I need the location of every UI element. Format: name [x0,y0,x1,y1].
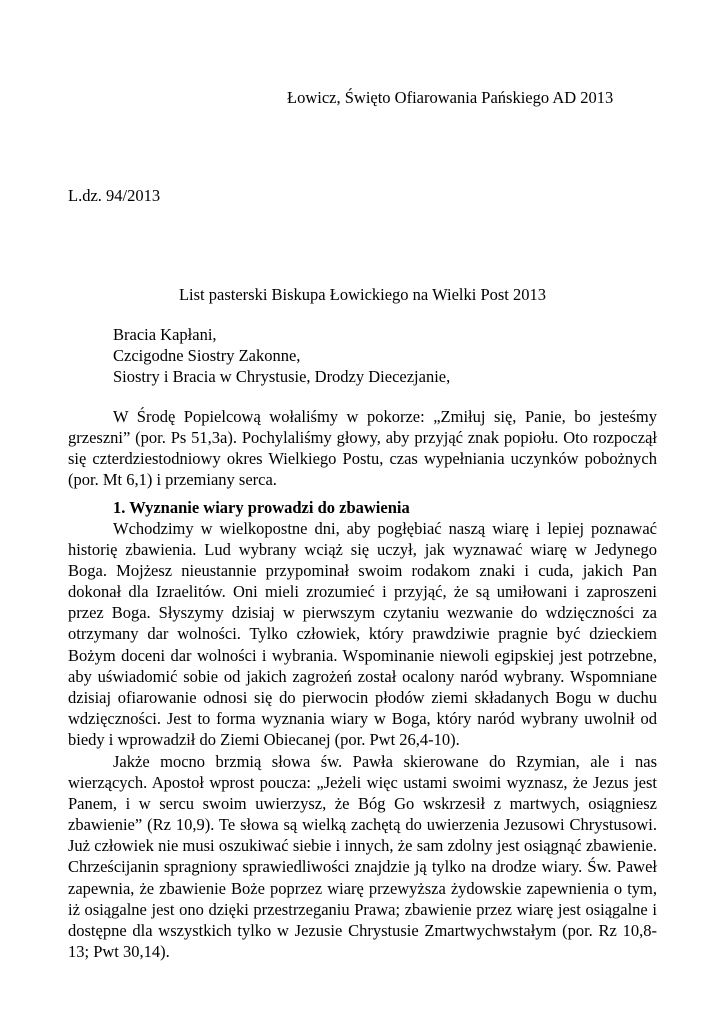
place-and-date: Łowicz, Święto Ofiarowania Pańskiego AD 2013 [287,88,614,107]
intro-paragraph: W Środę Popielcową wołaliśmy w pokorze: „Zmiłuj się, Panie, bo jesteśmy grzeszni” (por. Ps 51,3a). Pochylaliśmy głowy, aby przyjąć znak popiołu. Oto rozpoczął się czterdziestodniowy okres Wielkiego Postu, czas wypełniania uczynków pobożnych (por. Mt 6,1) i przemiany serca. [68,407,657,490]
salutation-line: Siostry i Bracia w Chrystusie, Drodzy Diecezjanie, [113,367,451,386]
salutation-line: Czcigodne Siostry Zakonne, [113,346,301,365]
reference-number: L.dz. 94/2013 [68,186,161,205]
salutation-line: Bracia Kapłani, [113,325,217,344]
body-paragraph: Jakże mocno brzmią słowa św. Pawła skierowane do Rzymian, ale i nas wierzących. Apostoł wprost poucza: „Jeżeli więc ustami swoimi wyznasz, że Jezus jest Panem, i w sercu swoim uwierzysz, że Bóg Go wskrzesił z martwych, osiągniesz zbawienie” (Rz 10,9). Te słowa są wielką zachętą do uwierzenia Jezusowi Chrystusowi. Już człowiek nie musi oszukiwać siebie i innych, że sam zdolny jest osiągnąć zbawienie. Chrześcijanin spragniony sprawiedliwości znajdzie ją tylko na drodze wiary. Św. Paweł zapewnia, że zbawienie Boże poprzez wiarę przewyższa żydowskie zapewnienia o tym, iż osiągalne jest ono dzięki przestrzeganiu Prawa; zbawienie przez wiarę jest osiągalne i dostępne dla wszystkich tylko w Jezusie Chrystusie Zmartwychwstałym (por. Rz 10,8-13; Pwt 30,14). [68,752,657,961]
letter-title: List pasterski Biskupa Łowickiego na Wielki Post 2013 [178,285,547,304]
body-paragraph: Wchodzimy w wielkopostne dni, aby pogłębiać naszą wiarę i lepiej poznawać historię zbawienia. Lud wybrany wciąż się uczył, jak wyznawać wiarę w Jedynego Boga. Mojżesz nieustannie przypominał swoim rodakom znaki i cuda, jakich Pan dokonał dla Izraelitów. Oni mieli zrozumieć i przyjąć, że są umiłowani i zaproszeni przez Boga. Słyszymy dzisiaj w pierwszym czytaniu wezwanie do wdzięczności za otrzymany dar wolności. Tylko człowiek, który prawdziwie pragnie być dzieckiem Bożym doceni dar wolności i wybrania. Wspominanie niewoli egipskiej jest potrzebne, aby uświadomić sobie od jakich zagrożeń został ocalony naród wybrany. Wspomniane dzisiaj ofiarowanie odnosi się do pierwocin płodów ziemi składanych Bogu w duchu wdzięczności. Jest to forma wyznania wiary w Boga, który naród wybrany uwolnił od biedy i wprowadził do Ziemi Obiecanej (por. Pwt 26,4-10). [68,519,657,749]
section-heading: 1. Wyznanie wiary prowadzi do zbawienia [113,498,410,517]
salutation [113,324,450,387]
